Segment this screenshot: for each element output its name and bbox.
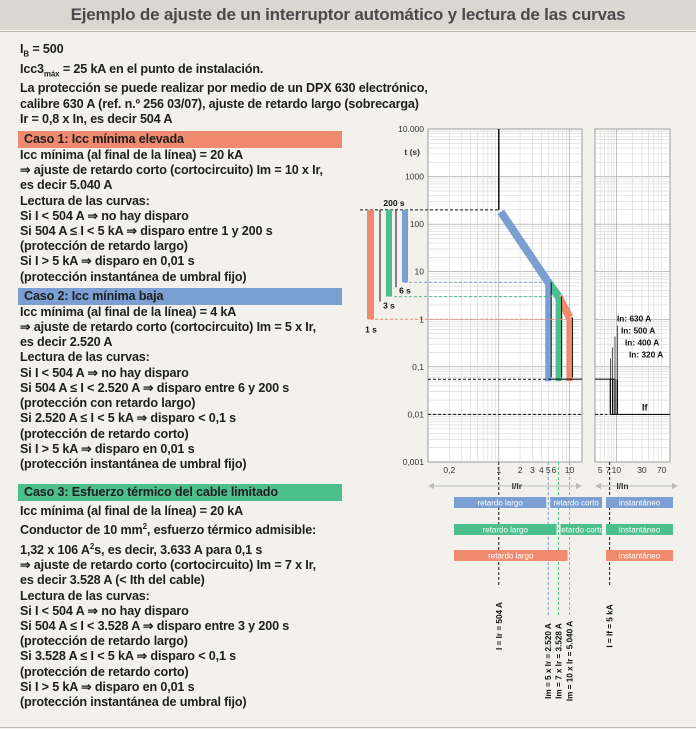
case-line: Si I > 5 kA ⇒ disparo en 0,01 s [20, 254, 195, 269]
case-line: (protección de retardo largo) [20, 239, 188, 254]
case-line: Si 2.520 A ≤ I < 5 kA ⇒ disparo < 0,1 s [20, 411, 237, 426]
x-tick-label: 1 [496, 465, 502, 475]
y-tick-label: 1000 [405, 171, 424, 182]
in-label: In: 500 A [621, 325, 656, 336]
band-label: retardo corto [553, 498, 599, 508]
case-line: (protección de retardo largo) [20, 634, 188, 649]
y-tick-label: 0,1 [412, 361, 424, 372]
y-tick-label: 10 [414, 266, 424, 277]
x-tick-label: 2 [517, 465, 523, 475]
band-label: retardo largo [477, 498, 523, 508]
case-1-header: Caso 1: Icc mínima elevada [18, 131, 342, 148]
case-line: ⇒ ajuste de retardo corto (cortocircuito) Im = 5 x Ir, [20, 320, 317, 335]
case-line: (protección instantánea de umbral fijo) [20, 456, 247, 471]
case-line: Lectura de las curvas: [20, 588, 150, 603]
case-line: Si I < 504 A ⇒ no hay disparo [20, 603, 189, 618]
time-label: 3 s [383, 300, 395, 311]
intro-line: $Icc3_{máx} = 25$ kA en el punto de instalación. [20, 61, 264, 79]
x-tick-label: 7 [605, 465, 611, 475]
x-tick-label: 0,2 [443, 465, 456, 475]
x-tick-label: 4 [539, 465, 544, 475]
band-label: instantáneo [618, 498, 661, 508]
threshold-label: I = If = 5 kA [605, 604, 615, 648]
time-label: 6 s [399, 285, 411, 296]
grid-right [595, 129, 670, 462]
divider [0, 727, 696, 728]
green-time-bar [386, 210, 392, 297]
case-line: (protección con retardo largo) [20, 396, 196, 411]
blue-short-delay-drop [545, 282, 551, 381]
orange-drop [567, 317, 573, 381]
in-label: In: 400 A [625, 337, 660, 348]
band-label: instantáneo [618, 525, 661, 535]
x-axis-label-left: I/Ir [511, 481, 523, 491]
tripping-curve-diagram [360, 116, 696, 716]
threshold-label: I = Ir = 504 A [494, 602, 504, 650]
time-label: 1 s [365, 324, 377, 335]
case-line: Lectura de las curvas: [20, 193, 150, 208]
x-axis-arrow-right-head [595, 483, 601, 489]
y-axis-unit: t (s) [404, 147, 420, 157]
case-line: ⇒ ajuste de retardo corto (cortocircuito) Im = 10 x Ir, [20, 163, 323, 178]
case-line: Si 504 A ≤ I < 3.528 A ⇒ disparo entre 3 y 200 s [20, 618, 290, 633]
case-line: Si 504 A ≤ I < 5 kA ⇒ disparo entre 1 y 200 s [20, 224, 273, 239]
x-axis-arrow-left-head [576, 483, 582, 489]
band-label: retardo largo [482, 525, 528, 535]
intro-line: calibre 630 A (ref. n.º 256 03/07), ajuste de retardo largo (sobrecarga) [20, 96, 419, 111]
x-tick-label: 5 [545, 465, 551, 475]
case-line: Icc mínima (al final de la línea) = 20 kA [20, 504, 244, 519]
case-line: Si I < 504 A ⇒ no hay disparo [20, 365, 189, 380]
divider [0, 31, 696, 32]
in-label: In: 320 A [629, 349, 664, 360]
intro-line: La protección se puede realizar por medio de un DPX 630 electrónico, [20, 81, 428, 96]
x-tick-label: 10 [564, 465, 575, 475]
x-tick-label: 3 [530, 465, 535, 475]
time-label: 200 s [383, 197, 405, 208]
title-bar [0, 0, 696, 30]
case-line: es decir 3.528 A (< Ith del cable) [20, 573, 205, 588]
threshold-label: Im = 10 x Ir = 5.040 A [565, 620, 575, 702]
y-tick-label: 0,001 [402, 457, 424, 467]
case-line: Si 504 A ≤ I < 2.520 A ⇒ disparo entre 6 y 200 s [20, 380, 290, 395]
case-line: Lectura de las curvas: [20, 350, 150, 365]
case-line: 1,32 x 106 $A^2s$, es decir, 3.633 A para 0,1 s [20, 541, 263, 557]
blue-time-bar [402, 210, 408, 282]
x-axis-label-right: I/In [616, 481, 629, 491]
x-tick-label: 5 [597, 465, 603, 475]
case-line: (protección de retardo corto) [20, 664, 189, 679]
case-line: (protección instantánea de umbral fijo) [20, 269, 247, 284]
if-label: If [641, 402, 648, 413]
x-tick-label: 70 [656, 465, 667, 475]
in-label: In: 630 A [617, 313, 652, 324]
case-line: es decir 5.040 A [20, 178, 113, 193]
band-label: retardo corto [558, 525, 604, 535]
case-line: es decir 2.520 A [20, 335, 113, 350]
case-line: (protección de retardo corto) [20, 426, 189, 441]
case-line: Si I > 5 kA ⇒ disparo en 0,01 s [20, 441, 195, 456]
threshold-label: Im = 7 x Ir = 3.528 A [554, 623, 564, 699]
threshold-labels [495, 602, 615, 701]
case-3-header: Caso 3: Esfuerzo térmico del cable limitado [18, 484, 342, 501]
orange-time-bar [367, 210, 374, 319]
band-label: retardo largo [488, 551, 534, 561]
page-title: Ejemplo de ajuste de un interruptor automático y lectura de las curvas [70, 5, 626, 24]
protection-bands [454, 497, 673, 561]
x-tick-label: 30 [637, 465, 647, 475]
case-2-header: Caso 2: Icc mínima baja [18, 288, 342, 305]
threshold-label: Im = 5 x Ir = 2.520 A [544, 623, 554, 699]
x-tick-label: 6 [551, 465, 557, 475]
case-line: Conductor de 10 $mm^2$, esfuerzo térmico admisible: [20, 522, 317, 538]
case-line: ⇒ ajuste de retardo corto (cortocircuito) Im = 7 x Ir, [20, 558, 317, 573]
band-label: instantáneo [618, 551, 661, 561]
case-line: Si I < 504 A ⇒ no hay disparo [20, 208, 189, 223]
green-short-delay-drop [556, 297, 562, 382]
case-line: (protección instantánea de umbral fijo) [20, 694, 247, 709]
y-tick-label: 100 [409, 219, 424, 230]
y-tick-label: 1 [419, 314, 424, 325]
x-tick-label: 10 [611, 465, 622, 475]
case-line: Si 3.528 A ≤ I < 5 kA ⇒ disparo < 0,1 s [20, 649, 237, 664]
x-axis-arrow-left-head [428, 483, 434, 489]
intro-line: $I_B = 500$ [20, 42, 64, 59]
case-line: Icc mínima (al final de la línea) = 20 kA [20, 148, 244, 163]
y-tick-label: 0,01 [407, 409, 424, 420]
case-line: Icc mínima (al final de la línea) = 4 kA [20, 304, 237, 319]
intro-line: Ir = 0,8 x In, es decir 504 A [20, 111, 173, 126]
y-tick-label: 10.000 [398, 124, 424, 134]
x-axis-arrow-right-head [672, 483, 678, 489]
case-line: Si I > 5 kA ⇒ disparo en 0,01 s [20, 679, 195, 694]
